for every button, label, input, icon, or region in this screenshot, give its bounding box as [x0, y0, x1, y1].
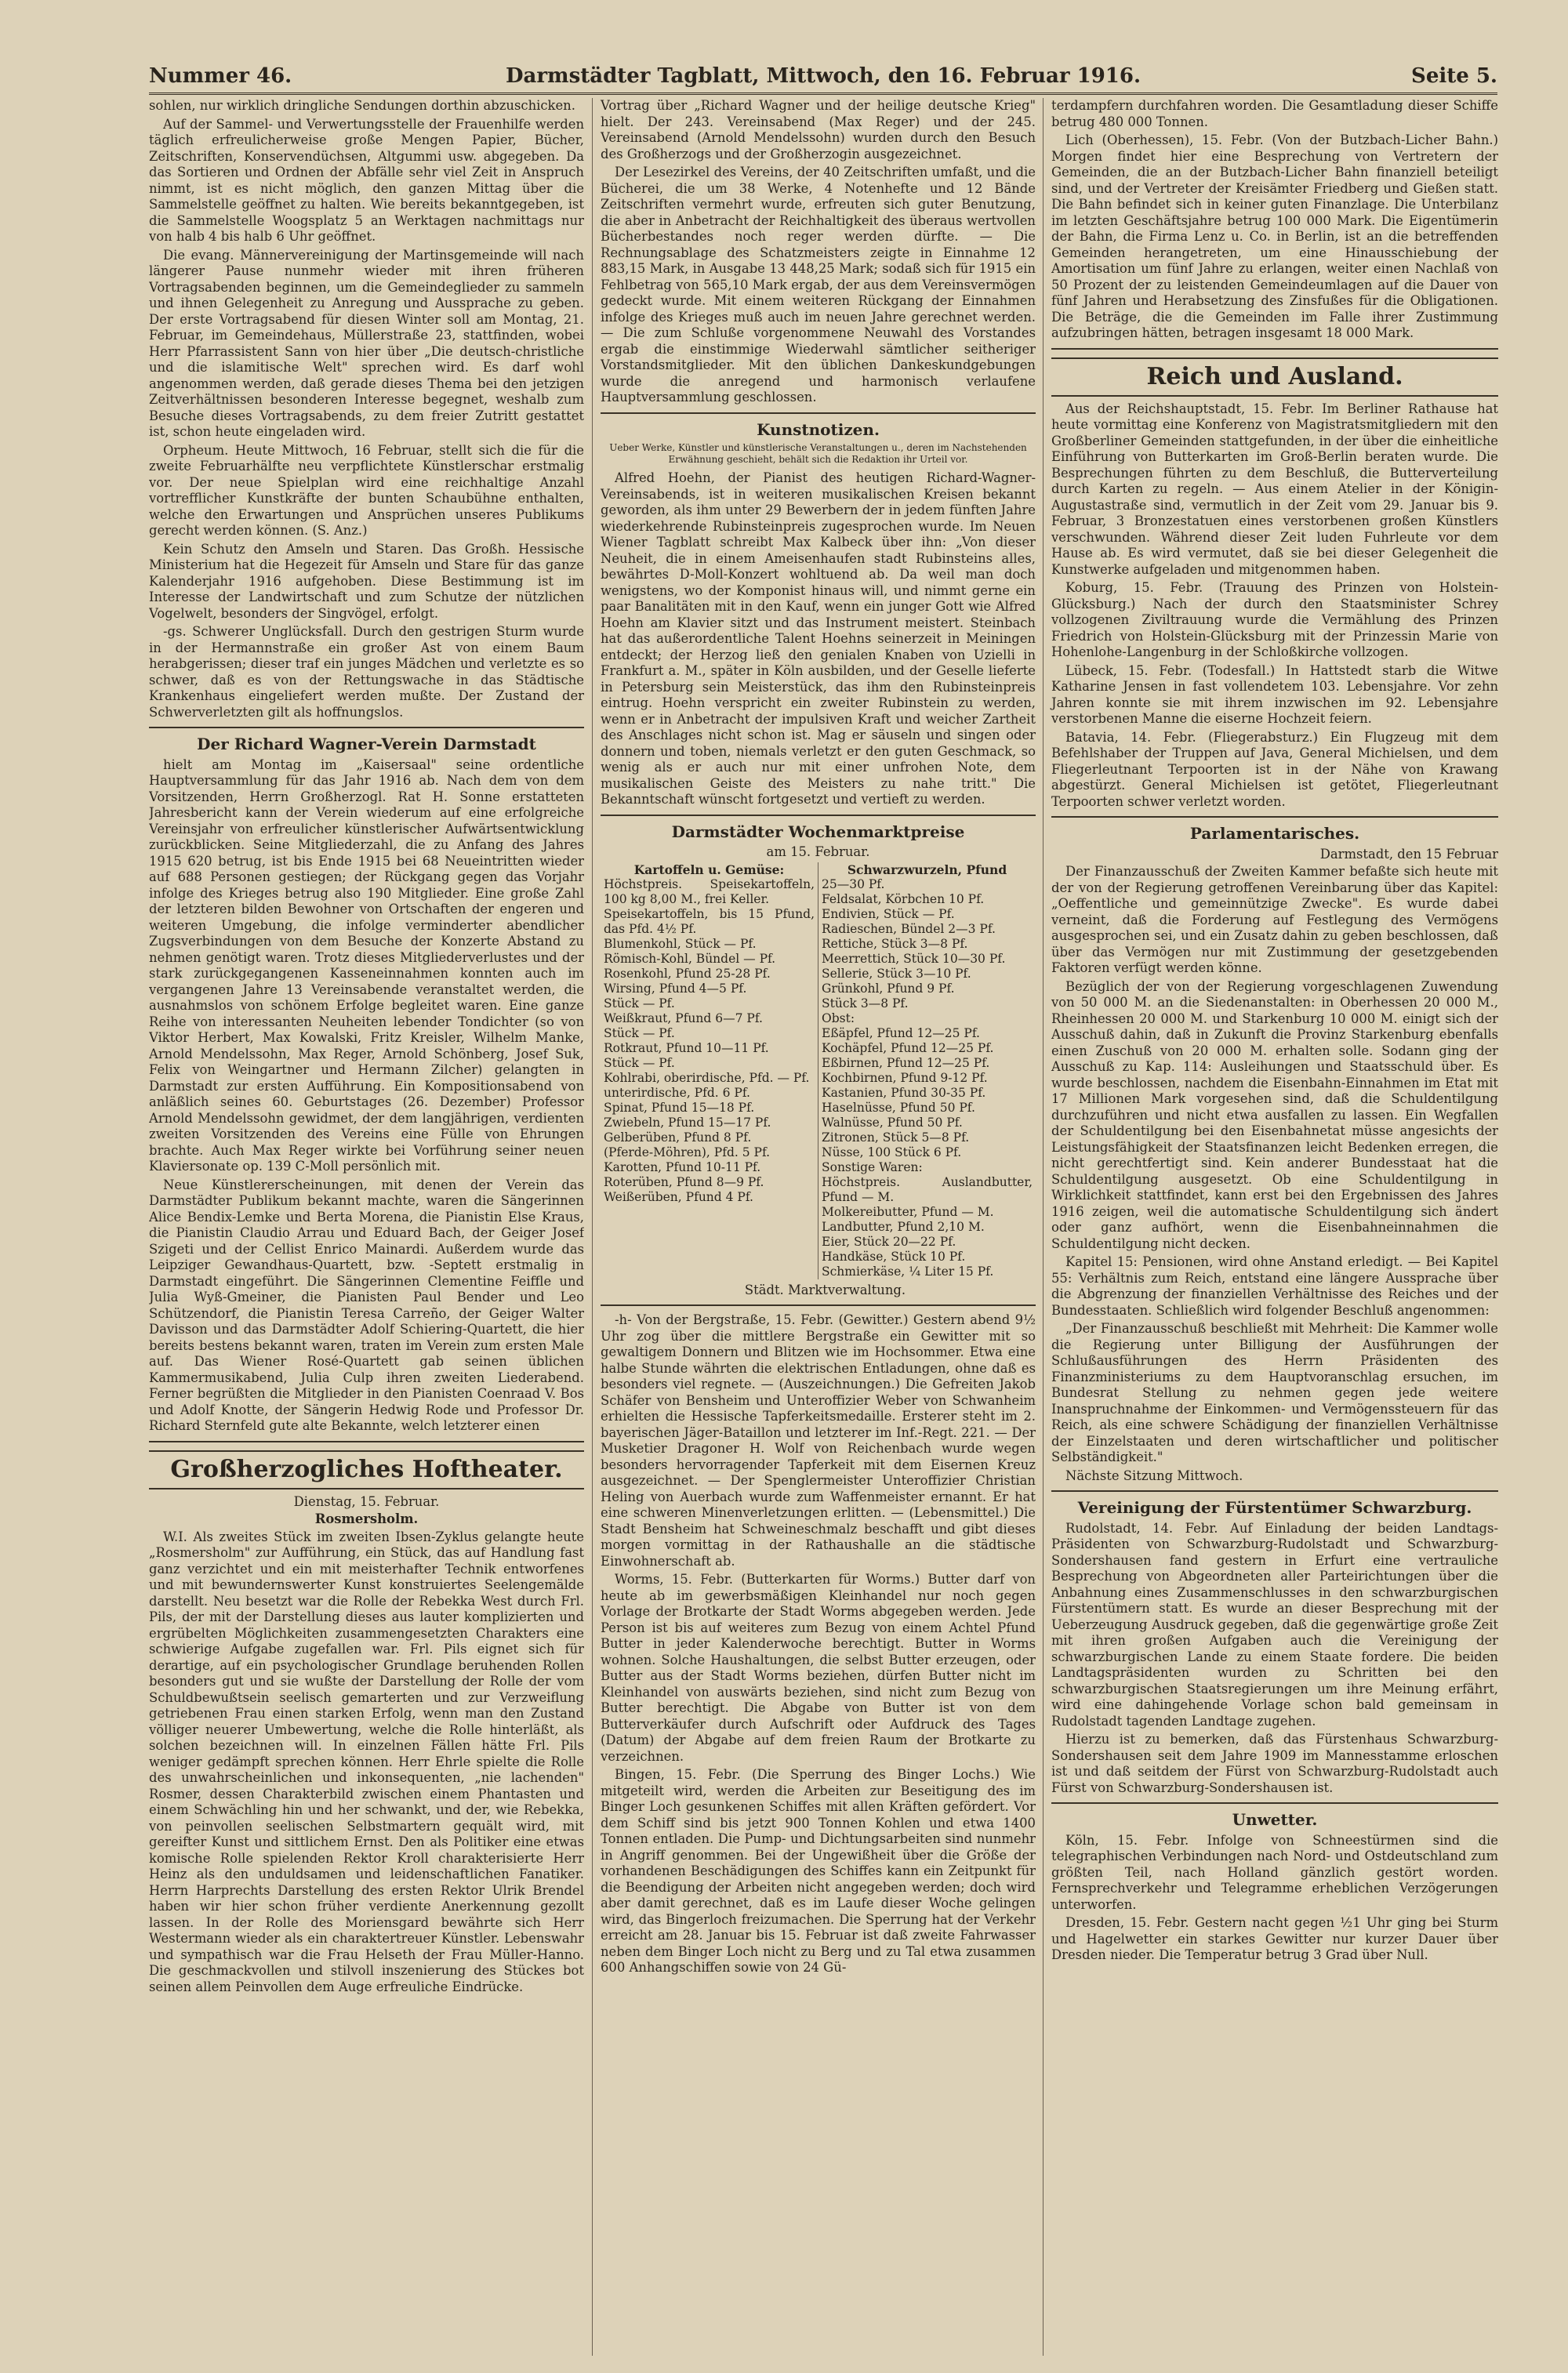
market-item: Kochbirnen, Pfund 9-12 Pf.: [822, 1070, 988, 1085]
heading-hoftheater: Großherzogliches Hoftheater.: [149, 1450, 584, 1489]
market-item: Eßäpfel, Pfund 12—25 Pf.: [822, 1025, 980, 1040]
heading-wagner-verein: Der Richard Wagner-Verein Darmstadt: [197, 735, 536, 753]
market-item: Handkäse, Stück 10 Pf.: [822, 1249, 966, 1264]
article-worms: Worms, 15. Febr. (Butterkarten für Worms.) Butter darf von heute ab im gewerbsmäßigen Kleinhandel nur noch gegen Vorlage der Brotkarte der Stadt Worms abgegeben werden. Jede Person ist bis auf weiteres zum Bezug von einem Achtel Pfund Butter in jeder Kalenderwoche berechtigt. Butter in Worms wohnen. Solche Haushaltungen, die selbst Butter erzeugen, oder Butter aus der Stadt Worms beziehen, dürfen Butter nicht im Kleinhandel von auswärts beziehen, sind nicht zum Bezug von Butter berechtigt. Die Abgabe von Butter ist von dem Butterverkäufer durch Aufschrift oder Aufdruck des Tages (Datum) der Abgabe auf dem freien Raum der Brotkarte zu verzeichnen.: [601, 1572, 1036, 1764]
divider: [1051, 348, 1498, 350]
column-2: [592, 98, 1036, 2356]
article-naechste-sitzung: Nächste Sitzung Mittwoch.: [1065, 1468, 1243, 1483]
market-footer: Städt. Marktverwaltung.: [744, 1282, 906, 1297]
article-rudolstadt: Rudolstadt, 14. Febr. Auf Einladung der beiden Landtags-Präsidenten von Schwarzburg-Rudolstadt und Schwarzburg-Sondershausen fand gestern in Erfurt eine vertrauliche Besprechung von Abgeordneten aller Parteirichtungen über die Anbahnung eines Zusammenschlusses in den schwarzburgischen Fürstentümern statt. Es wurde an dieser Besprechung mit der Ueberzeugung Ausdruck gegeben, daß die gegenwärtige große Zeit mit ihren großen Aufgaben auch die Vereinigung der schwarzburgischen Lande zu einem Staate fordere. Die beiden Landtagspräsidenten wurden zu Schritten bei den schwarzburgischen Staatsregierungen um ihre Meinung erfährt, wird eine dahingehende Vorlage schon bald gemeinsam in Rudolstadt tagenden Landtage zugehen.: [1051, 1520, 1498, 1729]
market-item: Weißkraut, Pfund 6—7 Pf.: [604, 1011, 763, 1025]
market-item: Nüsse, 100 Stück 6 Pf.: [822, 1145, 962, 1159]
divider: [601, 1304, 1036, 1306]
article-bingen-continuation: terdampfern durchfahren worden. Die Gesamtladung dieser Schiffe betrug 480 000 Tonnen.: [1051, 98, 1498, 129]
masthead: [149, 61, 1497, 95]
article-koburg: Koburg, 15. Febr. (Trauung des Prinzen von Holstein-Glücksburg.) Nach der durch den Staatsminister Schrey vollzogenen Ziviltrauung wurde die Vermählung des Prinzen Friedrich von Holstein-Glücksburg mit der Prinzessin Marie von Hohenlohe-Langenburg in der Schloßkirche vollzogen.: [1051, 580, 1498, 659]
market-item: Rettiche, Stück 3—8 Pf.: [822, 936, 968, 951]
market-right-list: [822, 877, 1033, 1279]
market-item: Spinat, Pfund 15—18 Pf.: [604, 1100, 755, 1115]
column-1: [149, 98, 584, 2356]
market-item: Schmierkäse, ¼ Liter 15 Pf.: [822, 1264, 994, 1279]
market-item: Zitronen, Stück 5—8 Pf.: [822, 1130, 970, 1145]
article-dresden: Dresden, 15. Febr. Gestern nacht gegen ½1 Uhr ging bei Sturm und Hagelwetter ein starkes Gewitter nur kurzer Dauer über Dresden nieder. Die Temperatur betrug 3 Grad über Null.: [1051, 1915, 1498, 1962]
article-rosmersholm: W.I. Als zweites Stück im zweiten Ibsen-Zyklus gelangte heute „Rosmersholm" zur Aufführung, ein Stück, das auf Handlung fast ganz verzichtet und ein mit meisterhafter Technik entworfenes und mit bewundernswerter Kunst konstruiertes Seelengemälde darstellt. Neu besetzt war die Rolle der Rebekka West durch Frl. Pils, der mit der Darstellung dieses aus lauter komplizierten und ergrübelten Möglichkeiten zusammengesetzten Charakters eine schwierige Aufgabe zugefallen war. Frl. Pils eignet sich für derartige, auf ein psychologischer Grundlage beruhenden Rollen besonders gut und sie wußte der Darstellung der Rolle der vom Schuldbewußtsein seelisch gemarterten und zur Verzweiflung getriebenen Frau einen starken Erfolg, wenn man den Zustand völliger neuerer Umbewertung, welche die Rolle hinterläßt, als solchen bezeichnen will. In einzelnen Fällen hätte Frl. Pils weniger gedämpft sprechen können. Herr Ehrle spielte die Rolle des unwahrscheinlichen und inkonsequenten, „nie lachenden" Rosmer, dessen Charakterbild zwischen einem Phantasten und einem Schwächling hin und her schwankt, und der, wie Rebekka, von peinvollen seelischen Selbstmartern gequält wird, mit gereifter Kunst und sittlichem Ernst. Den als Politiker eine etwas komische Rolle spielenden Rektor Kroll charakterisierte Herr Heinz als den unduldsamen und leidenschaftlichen Fanatiker. Herrn Harprechts Darstellung des ersten Rektor Ulrik Brendel haben wir hier schon früher verdiente Anerkennung gezollt lassen. In der Rolle des Moriensgard bewährte sich Herr Westermann wieder als ein charaktertreuer Künstler. Lebenswahr und sympathisch war die Frau Helseth der Frau Müller-Hanno. Die geschmackvollen und stilvoll inszenierung des Stückes bot seinen allem Peinvollen dem Auge erfreuliche Eindrücke.: [149, 1529, 584, 1994]
market-item: (Pferde-Möhren), Pfd. 5 Pf.: [604, 1145, 771, 1159]
article-lich: Lich (Oberhessen), 15. Febr. (Von der Butzbach-Licher Bahn.) Morgen findet hier eine Besprechung von Vertretern der Gemeinden, die an der Butzbach-Licher Bahn finanziell beteiligt sind, und der Vertreter der Kreisämter Friedberg und Gießen statt. Die Bahn befindet sich in keiner guten Finanzlage. Die Unterbilanz im letzten Geschäftsjahre betrug 100 000 Mark. Die Eigentümerin der Bahn, die Firma Lenz u. Co. in Berlin, ist an die betreffenden Gemeinden herangetreten, um eine Hinausschiebung der Amortisation um fünf Jahre zu erlangen, weiter einen Nachlaß von 50 Prozent der zu leistenden Gemeindeumlagen auf die Dauer von fünf Jahren und Herabsetzung des Zinsfußes für die Obligationen. Die Beträge, die die Gemeinden im Falle ihrer Zustimmung aufzubringen hätten, betragen insgesamt 18 000 Mark.: [1051, 132, 1498, 340]
heading-parlamentarisches: Parlamentarisches.: [1189, 824, 1360, 843]
heading-kunstnotizen: Kunstnotizen.: [757, 419, 880, 439]
divider: [601, 412, 1036, 414]
divider: [149, 1441, 584, 1442]
heading-schwarzburg: Vereinigung der Fürstentümer Schwarzburg.: [1077, 1498, 1472, 1517]
market-item: Haselnüsse, Pfund 50 Pf.: [822, 1100, 975, 1115]
article-batavia: Batavia, 14. Febr. (Fliegerabsturz.) Ein Flugzeug mit dem Befehlshaber der Truppen auf Java, General Michielsen, und dem Fliegerleutnant Terpoorten ist in der Nähe von Krawang abgestürzt. General Michielsen ist getötet, Fliegerleutnant Terpoorten schwer verletzt worden.: [1051, 729, 1498, 809]
article-bingen: Bingen, 15. Febr. (Die Sperrung des Binger Lochs.) Wie mitgeteilt wird, werden die Arbeiten zur Beseitigung des im Binger Loch gesunkenen Schiffes mit allen Kräften gefördert. Vor dem Schiff sind bis jetzt 900 Tonnen Kohlen und etwa 1400 Tonnen entladen. Die Pump- und Dichtungsarbeiten sind nunmehr in Angriff genommen. Bei der Ungewißheit über die Größe der vorhandenen Beschädigungen des Schiffes kann ein Zeitpunkt für die Beendigung der Arbeiten nicht angegeben werden; doch wird aber damit gerechnet, daß es im Laufe dieser Woche gelingen wird, das Bingerloch freizumachen. Die Sperrung hat der Verkehr erreicht am 28. Januar bis 15. Februar ist daß zweite Fahrwasser neben dem Binger Loch nicht zu Berg und zu Tal etwa zusammen 600 Anhangschiffen sowie von 24 Gü-: [601, 1767, 1036, 1975]
article-amseln: Kein Schutz den Amseln und Staren. Das Großh. Hessische Ministerium hat die Hegezeit für Amseln und Stare für das ganze Kalenderjahr 1916 aufgehoben. Diese Bestimmung ist im Interesse der Landwirtschaft und zum Schutze der nützlichen Vogelwelt, besonders der Singvögel, erfolgt.: [149, 541, 584, 621]
market-item: Stück 3—8 Pf.: [822, 996, 909, 1011]
market-item: Grünkohl, Pfund 9 Pf.: [822, 981, 955, 996]
article-sondershausen: Hierzu ist zu bemerken, daß das Fürstenhaus Schwarzburg-Sondershausen seit dem Jahre 1909 im Mannesstamme erloschen ist und daß seitdem der Fürst von Schwarzburg-Rudolstadt auch Fürst von Schwarzburg-Sondershausen ist.: [1051, 1732, 1498, 1795]
heading-reich-ausland: Reich und Ausland.: [1051, 357, 1498, 397]
market-item: Kohlrabi, oberirdische, Pfd. — Pf.: [604, 1070, 810, 1085]
market-item: Zwiebeln, Pfund 15—17 Pf.: [604, 1115, 771, 1130]
issue-number: Nummer 46.: [149, 64, 292, 88]
heading-wochenmarktpreise: Darmstädter Wochenmarktpreise: [671, 822, 965, 841]
article-wagner-1: hielt am Montag im „Kaisersaal" seine ordentliche Hauptversammlung für das Jahr 1916 ab. Nach dem von dem Vorsitzenden, Herrn Großherzogl. Rat H. Sonne erstatteten Jahresbericht kann der Verein wiederum auf eine erfolgreiche Vereinsjahr von erfreulicher künstlerischer Aufwärtsentwicklung zurückblicken. Seine Mitgliederzahl, die zu Anfang des Jahres 1915 620 betrug, ist bis Ende 1915 bei 68 Neueintritten wieder auf 688 Personen gestiegen; der Rückgang gegen das Vorjahr infolge des Krieges betrug also 190 Mitglieder. Eine große Zahl der letzteren bilden Bewohner von Ortschaften der engeren und weiteren Umgebung, die infolge verminderter abendlicher Zugsverbindungen von dem Besuche der Konzerte Abstand zu nehmen genötigt waren. Trotz dieses Mitgliederverlustes und der stark zurückgegangenen Kasseneinnahmen konnten auch im vergangenen Jahre 13 Vereinsabende veranstaltet werden, die ausnahmslos von schönem Erfolge begleitet waren. Eine ganze Reihe von interessanten Neuheiten lebender Tondichter (so von Viktor Herbert, Max Kowalski, Fritz Kreisler, Wilhelm Manke, Arnold Mendelssohn, Max Reger, Arnold Schönberg, Josef Suk, Felix von Weingartner und Hermann Zilcher) gelangten in Darmstadt zur ersten Aufführung. Ein Kompositionsabend von anläßlich seines 60. Geburtstages (26. Dezember) Professor Arnold Mendelssohn gewidmet, der dem langjährigen, verdienten zweiten Vorsitzenden des Vereins eine Fülle von Ehrungen brachte. Auch Max Reger wirkte bei Vorführung seiner neuen Klaviersonate op. 139 C-Moll persönlich mit.: [149, 757, 584, 1174]
market-item: Sellerie, Stück 3—10 Pf.: [822, 966, 971, 981]
column-3: [1043, 98, 1498, 2356]
article-bergstrasse: -h- Von der Bergstraße, 15. Febr. (Gewitter.) Gestern abend 9½ Uhr zog über die mittlere Bergstraße ein Gewitter mit so gewaltigem Donnern und Blitzen wie im Hochsommer. Etwa eine halbe Stunde währten die elektrischen Entladungen, ohne daß es besonders viel regnete. — (Auszeichnungen.) Die Gefreiten Jakob Schäfer von Bensheim und Unteroffizier Weber von Schwanheim erhielten die Hessische Tapferkeitsmedaille. Ersterer steht im 2. bayerischen Jäger-Bataillon und letzterer im Inf.-Regt. 221. — Der Musketier Dragoner H. Wolf von Reichenbach wurde wegen besonders hervorragender Tapferkeit mit dem Eisernen Kreuz ausgezeichnet. — Der Spenglermeister Unteroffizier Christian Heling von Auerbach wurde zum Waffenmeister ernannt. Er hat eine schweren Minenverletzungen erlitten. — (Lebensmittel.) Die Stadt Bensheim hat Schweineschmalz beschafft und gibt dieses morgen vormittag in der Rathaushalle an die städtische Einwohnerschaft ab.: [601, 1312, 1036, 1569]
market-item: Eßbirnen, Pfund 12—25 Pf.: [822, 1055, 990, 1070]
newspaper-title: Darmstädter Tagblatt, Mittwoch, den 16. Februar 1916.: [505, 64, 1142, 88]
article-finanzausschuss-3: Kapitel 15: Pensionen, wird ohne Anstand erledigt. — Bei Kapitel 55: Verhältnis zum Reich, entstand eine längere Aussprache über die Abgrenzung der finanziellen Verhältnisse des Reiches und der Bundesstaaten. Schließlich wird folgender Beschluß angenommen:: [1051, 1254, 1498, 1318]
markt-date: am 15. Februar.: [766, 844, 870, 859]
article-continuation: sohlen, nur wirklich dringliche Sendungen dorthin abzuschicken.: [149, 98, 575, 113]
article-maennervereinigung: Die evang. Männervereinigung der Martinsgemeinde will nach längerer Pause nunmehr wieder mit ihren früheren Vortragsabenden beginnen, um die Gemeindeglieder zu sammeln und ihnen Gelegenheit zu Anregung und Aussprache zu geben. Der erste Vortragsabend für diesen Winter soll am Montag, 21. Februar, im Gemeindehaus, Müllerstraße 23, stattfinden, wobei Herr Pfarrassistent Sann von hier über „Die deutsch-christliche und die islamitische Welt" sprechen wird. Es darf wohl angenommen werden, daß gerade dieses Thema bei den jetzigen Zeitverhältnissen besonderen Interesse begegnet, weshalb zum Besuche dieses Vortragsabends, zu dem freier Zutritt gestattet ist, schon heute eingeladen wird.: [149, 247, 584, 439]
divider: [1051, 1490, 1498, 1492]
market-item: Radieschen, Bündel 2—3 Pf.: [822, 921, 996, 936]
market-item: Eier, Stück 20—22 Pf.: [822, 1234, 956, 1249]
market-item: Weißerüben, Pfund 4 Pf.: [604, 1189, 753, 1204]
market-item: Höchstpreis. Speisekartoffeln, 100 kg 8,00 M., frei Keller.: [604, 876, 815, 906]
market-item: Kastanien, Pfund 30-35 Pf.: [822, 1085, 986, 1100]
divider: [1051, 816, 1498, 818]
theater-date: Dienstag, 15. Februar.: [293, 1493, 440, 1509]
article-finanzausschuss-1: Der Finanzausschuß der Zweiten Kammer befaßte sich heute mit der von der Regierung getroffenen Vereinbarung über das Kapitel: „Oeffentliche und gemeinnützige Zwecke". Es wurde dabei verneint, daß die Forderung auf Festlegung des Vermögens ausgesprochen sei, und ein Zusatz dahin zu geben beschlossen, daß über das Vermögen nur mit Zustimmung der gesetzgebenden Faktoren verfügt werden könne.: [1051, 864, 1498, 975]
market-left-list: [604, 877, 815, 1205]
article-lesezirkel: Der Lesezirkel des Vereins, der 40 Zeitschriften umfaßt, und die Bücherei, die um 38 Werke, 4 Notenhefte und 12 Bände Zeitschriften vermehrt wurde, erfreuten sich guter Benutzung, die aber in Anbetracht der Reichhaltigkeit des überaus wertvollen Bücherbestandes noch reger werden dürfte. — Die Rechnungsablage des Schatzmeisters zeigte in Einnahme 12 883,15 Mark, in Ausgabe 13 448,25 Mark; sodaß sich für 1915 ein Fehlbetrag von 565,10 Mark ergab, der aus dem Vereinsvermögen gedeckt wurde. Mit einem weiteren Rückgang der Einnahmen infolge des Krieges muß auch im neuen Jahre gerechnet werden. — Die zum Schluße vorgenommene Neuwahl des Vorstandes ergab die einstimmige Wiederwahl sämtlicher seitheriger Vorstandsmitglieder. Mit den üblichen Dankeskundgebungen wurde die anregend und harmonisch verlaufene Hauptversammlung geschlossen.: [601, 165, 1036, 405]
market-item: Gelberüben, Pfund 8 Pf.: [604, 1130, 752, 1145]
market-right-heading: Schwarzwurzeln, Pfund: [847, 862, 1007, 877]
market-item: Stück — Pf.: [604, 1025, 675, 1040]
market-item: Rosenkohl, Pfund 25-28 Pf.: [604, 966, 771, 981]
article-orpheum: Orpheum. Heute Mittwoch, 16 Februar, stellt sich die für die zweite Februarhälfte neu verpflichtete Künstlerschar erstmalig vor. Der neue Spielplan wird eine reichhaltige Anzahl vortrefflicher Kunstkräfte der bunten Schaubühne enthalten, welche den Erwartungen und Ansprüchen unseres Publikums gerecht werden können. (S. Anz.): [149, 442, 584, 538]
article-wagner-2: Neue Künstlererscheinungen, mit denen der Verein das Darmstädter Publikum bekannt machte, waren die Sängerinnen Alice Bendix-Lemke und Berta Morena, die Pianistin Else Kraus, die Pianistin Claudio Arrau und Eduard Bach, der Geiger Josef Szigeti und der Cellist Enrico Mainardi. Außerdem wurde das Leipziger Gewandhaus-Quartett, bzw. -Septett erstmalig in Darmstadt eingeführt. Die Sängerinnen Clementine Feiffle und Julia Wyß-Gmeiner, die Pianisten Paul Bender und Leo Schützendorf, die Pianistin Teresa Carreño, der Geiger Walter Davisson und das Darmstädter Adolf Schiering-Quartett, die hier bereits bestens bekannt waren, traten im Verein zum ersten Male auf. Das Wiener Rosé-Quartett gab seinen üblichen Kammermusikabend, Julia Culp ihren zweiten Liederabend. Ferner begrüßten die Mitglieder in den Pianisten Coenraad V. Bos und Adolf Knotte, der Sängerin Hedwig Rode und Professor Dr. Richard Sternfeld gute alte Bekannte, welch letzterer einen: [149, 1177, 584, 1433]
theater-play: Rosmersholm.: [314, 1511, 419, 1526]
article-hoehn: Alfred Hoehn, der Pianist des heutigen Richard-Wagner-Vereinsabends, ist in weiteren musikalischen Kreisen bekannt geworden, als ihm unter 29 Bewerbern der in jedem fünften Jahre wiederkehrende Rubinsteinpreis zugesprochen wurde. Im Neuen Wiener Tagblatt schreibt Max Kalbeck über ihn: „Von dieser Neuheit, die in einem Ameisenhaufen stadt Rubinsteins alles, bewährtes D-Moll-Konzert wohltuend ab. Da weil man doch wenigstens, wo der Komponist hinaus will, und nimmt gerne ein paar Banalitäten mit in den Kauf, wenn ein junger Gott wie Alfred Hoehn am Klavier sitzt und das Instrument meistert. Steinbach hat das außerordentliche Talent Hoehns seinerzeit in Meiningen entdeckt; der Herzog ließ den genialen Knaben von Uzielli in Frankfurt a. M., später in Köln ausbilden, und der Geselle lieferte in Petersburg sein Meisterstück, das ihm den Rubinsteinpreis eintrug. Hoehn verspricht ein zweiter Rubinstein zu werden, wenn er in Anbetracht der impulsiven Kraft und weicher Zartheit des Anschlages nicht schon ist. Mag er säuseln und singen oder donnern und toben, niemals verletzt er den guten Geschmack, so wenig als er auch nur mit einer unfrohen Note, dem musikalischen Geiste des Meisters zu nahe tritt." Die Bekanntschaft wünscht fortgesetzt und vertieft zu werden.: [601, 470, 1036, 807]
article-finanzausschuss-4: „Der Finanzausschuß beschließt mit Mehrheit: Die Kammer wolle die Regierung unter Billigung der Ausführungen der Schlußausführungen des Herrn Präsidenten des Finanzministeriums zu dem Hauptvoranschlag ersuchen, im Bundesrat Stellung zu nehmen gegen jede weitere Inanspruchnahme der Einkommen- und Vermögenssteuern für das Reich, als eine schwere Schädigung der finanziellen Verhältnisse der Einzelstaaten und deren wirtschaftlicher und politischer Selbständigkeit.": [1051, 1321, 1498, 1464]
divider: [149, 727, 584, 728]
heading-unwetter: Unwetter.: [1232, 1810, 1318, 1829]
market-item: Molkereibutter, Pfund — M.: [822, 1204, 994, 1219]
market-price-table: [601, 862, 1036, 1279]
market-item: Stück — Pf.: [604, 1055, 675, 1070]
market-item: unterirdische, Pfd. 6 Pf.: [604, 1085, 750, 1100]
market-item: Feldsalat, Körbchen 10 Pf.: [822, 891, 985, 906]
article-luebeck: Lübeck, 15. Febr. (Todesfall.) In Hattstedt starb die Witwe Katharine Jensen in fast vollendetem 103. Lebensjahre. Vor zehn Jahren konnte sie mit ihrem inzwischen im 92. Lebensjahre verstorbenen Manne die eiserne Hochzeit feiern.: [1051, 662, 1498, 726]
market-item: Meerrettich, Stück 10—30 Pf.: [822, 951, 1006, 966]
market-item: Sonstige Waren:: [822, 1159, 923, 1174]
article-finanzausschuss-2: Bezüglich der von der Regierung vorgeschlagenen Zuwendung von 50 000 M. an die Siedenanstalten: in Oberhessen 20 000 M., Rheinhessen 20 000 M. und Starkenburg 10 000 M. einigt sich der Ausschuß dahin, daß in Zukunft die Provinz Starkenburg ebenfalls einen Zuschuß von 20 000 M. erhalten solle. Sodann ging der Ausschuß zu Kap. 114: Ausleihungen und Staatsschuld über. Es wurde beschlossen, nachdem die Eisenbahn-Einnahmen im Etat mit 17 Millionen Mark vorgesehen sind, daß die Schuldentilgung durchzuführen und nicht etwa ausfallen zu lassen. Ein Wegfallen der Schuldentilgung bei den Eisenbahnetat müsse angesichts der Leistungsfähigkeit der Staatsfinanzen leicht Bedenken erregen, die nicht gerechtfertigt sind. Kein anderer Bundesstaat hat die Schuldentilgung ausgesetzt. Ob eine Schuldentilgung in Wirklichkeit stattfindet, kann erst bei den Ergebnissen des Jahres 1916 zeigen, weil die automatische Schuldentilgung sich ändert oder ganz aufhört, wenn die Eisenbahneinnahmen die Schuldentilgung nicht decken.: [1051, 978, 1498, 1251]
market-item: Blumenkohl, Stück — Pf.: [604, 936, 757, 951]
kunst-disclaimer: Ueber Werke, Künstler und künstlerische Veranstaltungen u., deren im Nachstehenden Erwähnung geschieht, behält sich die Redaktion ihr Urteil vor.: [609, 442, 1027, 465]
article-frauenhilfe: Auf der Sammel- und Verwertungsstelle der Frauenhilfe werden täglich erfreulicherweise große Mengen Papier, Bücher, Zeitschriften, Konservendüchsen, Altgummi usw. abgegeben. Da das Sortieren und Ordnen der Abfälle sehr viel Zeit in Anspruch nimmt, ist es nicht möglich, den ganzen Mittag über die Sammelstelle geöffnet zu halten. Wie bereits bekanntgegeben, ist die Sammelstelle Woogsplatz 5 an Werktagen nachmittags nur von halb 4 bis halb 6 Uhr geöffnet.: [149, 116, 584, 244]
divider: [1051, 1802, 1498, 1804]
article-koeln: Köln, 15. Febr. Infolge von Schneestürmen sind die telegraphischen Verbindungen nach Nord- und Ostdeutschland zum größten Teil, nach Holland gänzlich gestört worden. Fernsprechverkehr und Telegramme erheblichen Verzögerungen unterworfen.: [1051, 1832, 1498, 1912]
market-item: Stück — Pf.: [604, 996, 675, 1011]
article-unglucksfall: -gs. Schwerer Unglücksfall. Durch den gestrigen Sturm wurde in der Hermannstraße ein großer Ast von einem Baum herabgerissen; dieser traf ein junges Mädchen und verletzte es so schwer, daß es von der Rettungswache in das Städtische Krankenhaus eingeliefert werden mußte. Der Zustand der Schwerverletzten gilt als hoffnungslos.: [149, 624, 584, 720]
market-left-heading: Kartoffeln u. Gemüse:: [633, 862, 785, 877]
market-item: Landbutter, Pfund 2,10 M.: [822, 1219, 985, 1234]
article-wagner-continuation: Vortrag über „Richard Wagner und der heilige deutsche Krieg" hielt. Der 243. Vereinsabend (Max Reger) und der 245. Vereinsabend (Arnold Mendelssohn) wurden durch den Besuch des Großherzogs und der Großherzogin ausgezeichnet.: [601, 98, 1036, 161]
market-item: Obst:: [822, 1011, 855, 1025]
market-item: Endivien, Stück — Pf.: [822, 906, 955, 921]
market-item: Roterüben, Pfund 8—9 Pf.: [604, 1174, 764, 1189]
market-item: Kochäpfel, Pfund 12—25 Pf.: [822, 1040, 994, 1055]
divider: [601, 815, 1036, 816]
market-item: Walnüsse, Pfund 50 Pf.: [822, 1115, 963, 1130]
market-item: Römisch-Kohl, Bündel — Pf.: [604, 951, 776, 966]
market-item: Rotkraut, Pfund 10—11 Pf.: [604, 1040, 769, 1055]
page-number: Seite 5.: [1411, 64, 1497, 88]
market-item: Karotten, Pfund 10-11 Pf.: [604, 1159, 761, 1174]
market-item: Speisekartoffeln, bis 15 Pfund, das Pfd. 4½ Pf.: [604, 906, 815, 936]
market-item: 25—30 Pf.: [822, 876, 885, 891]
parl-date: Darmstadt, den 15 Februar: [1319, 846, 1498, 862]
market-item: Höchstpreis. Auslandbutter, Pfund — M.: [822, 1174, 1033, 1204]
market-item: Wirsing, Pfund 4—5 Pf.: [604, 981, 747, 996]
article-reichshauptstadt: Aus der Reichshauptstadt, 15. Febr. Im Berliner Rathause hat heute vormittag eine Konferenz von Magistratsmitgliedern mit den Großberliner Gemeinden stattgefunden, in der über die einheitliche Einführung von Butterkarten im Groß-Berlin beraten wurde. Die Besprechungen führten zu dem Beschluß, die Butterverteilung durch Karten zu regeln. — Aus einem Atelier in der Königin-Augustastraße sind, vermutlich in der Zeit vom 29. Januar bis 9. Februar, 3 Bronzestatuen eines verstorbenen großen Künstlers verschwunden. Während dieser Zeit luden Fuhrleute vor dem Hause ab. Es wird vermutet, daß sie bei dieser Gelegenheit die Kunstwerke aufgeladen und mitgenommen haben.: [1051, 401, 1498, 577]
